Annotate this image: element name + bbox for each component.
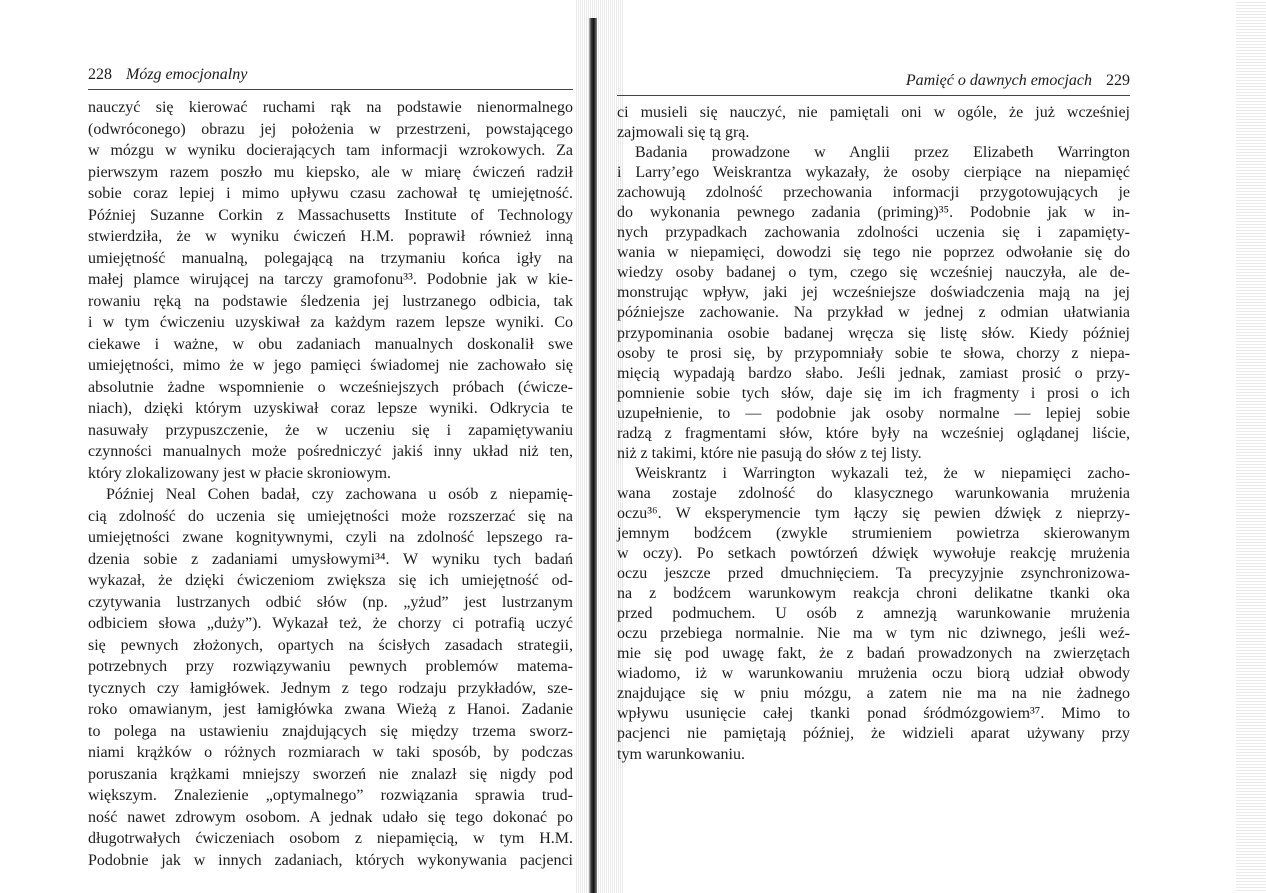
text-line: czytywania lustrzanych odbić słów (np. „yżud” jest lustrzanym (88, 593, 573, 611)
text-line: wpływu usunięcie całej tkanki ponad śródmózgowiem³⁷. Mimo to (617, 705, 1130, 723)
page-number: 228 (88, 66, 112, 83)
page-edge-shadow (1236, 0, 1266, 893)
text-line: do wykonania pewnego zadania (priming)³⁵. Podobnie jak w in- (617, 204, 1130, 222)
text-line: wana zostaje zdolność do klasycznego warunkowania mrużenia (617, 484, 1130, 502)
text-line: i Larry’ego Weiskrantza wykazały, że osoby cierpiące na niepamięć (617, 164, 1130, 182)
text-line: tycznych czy łamigłówek. Jednym z tego rodzaju przykładów, sze- (88, 679, 573, 697)
text-line: małej plamce wirującej na tarczy gramofonu³³. Podobnie jak w kie- (88, 271, 573, 288)
text-line: przypominania osobie badanej wręcza się listę słów. Kiedy później (617, 324, 1130, 342)
text-line: umiejętności zwane kognitywnymi, czyli na zdolność lepszego ra- (88, 529, 573, 546)
text-line: ci musieli się nauczyć, nie pamiętali oni w ogóle, że już wcześniej (617, 104, 1130, 121)
text-line: na z bodźcem warunkowym reakcja chroni delikatne tkanki oka (617, 585, 1130, 603)
text-line: wania w niepamięci, dowodzi się tego nie poprzez odwołanie się do (617, 244, 1130, 262)
text-line: pierwszym razem poszło mu kiepsko, ale w miarę ćwiczeń radził (88, 163, 573, 181)
text-line: uzupełnienie, to — podobnie jak osoby normalne — lepiej sobie (617, 404, 1130, 422)
text-line: umiejętność manualną, polegającą na trzymaniu końca igły na (88, 249, 573, 267)
text-line: potrzebnych przy rozwiązywaniu pewnych problemów matema- (88, 658, 573, 675)
text-line: oczu³⁶. W eksperymencie tym łączy się pewien dźwięk z nieprzy- (617, 504, 1130, 522)
text-line: stwierdziła, że w wyniku ćwiczeń H.M. poprawił również inną (88, 228, 573, 245)
page-number: 229 (1106, 72, 1130, 89)
text-line: długotrwałych ćwiczeniach osobom z niepamięcią, w tym H.M. (88, 830, 573, 847)
text-line: Podobnie jak w innych zadaniach, których wykonywania pacjenci (88, 851, 573, 869)
text-line: nasuwały przypuszczenie, że w uczeniu się i zapamiętywaniu (88, 421, 573, 439)
text-line: większym. Znalezienie „optymalnego” rozwiązania sprawia trud- (88, 787, 573, 804)
text-line: nauczyć się kierować ruchami rąk na podstawie nienormalnego (88, 99, 573, 116)
text-line: niach), dzięki którym uzyskiwał coraz lepsze wyniki. Odkrycia te (88, 400, 573, 417)
text-line: mie się pod uwagę fakt, że z badań prowadzonych na zwierzętach (617, 645, 1130, 663)
right-page-header (617, 72, 1130, 96)
text-line: poruszania krążkami mniejszy sworzeń nie znalazł się nigdy pod (88, 765, 573, 783)
text-line: sobie coraz lepiej i mimo upływu czasu zachował tę umiejętność. (88, 185, 573, 202)
text-line: Później Suzanne Corkin z Massachusetts Institute of Technology (88, 206, 573, 224)
text-line: się pewnych złożonych, opartych na ścisłych zasadach strategii, (88, 636, 573, 654)
book-spine (589, 18, 597, 893)
text-line: zachowują zdolność przechowania informacji przygotowujących je (617, 184, 1130, 202)
paragraph (88, 97, 573, 484)
text-line: w oczy). Po setkach powtórzeń dźwięk wywołuje reakcję mrużenia (617, 545, 1130, 563)
text-line: to polega na ustawieniu znajdujących się między trzema sworz- (88, 722, 573, 740)
text-line: niami krążków o różnych rozmiarach w taki sposób, by podczas (88, 744, 573, 761)
text-line: Badania prowadzone w Anglii przez Elizabeth Warrington (635, 144, 1130, 162)
text-line: odbiciem słowa „duży”). Wykazał też, że chorzy ci potrafią uczyć (88, 615, 573, 632)
text-line: w mózgu w wyniku docierających tam informacji wzrokowych. Za (88, 142, 573, 159)
paragraph (617, 143, 1130, 464)
text-line: przed podmuchem. U osób z amnezją warunkowanie mrużenia (617, 605, 1130, 623)
running-head: Mózg emocjonalny (126, 66, 248, 83)
text-line: zajmowali się tą grą. (617, 124, 750, 142)
left-page-header (88, 66, 573, 90)
text-line: czynności manualnych może pośredniczyć jakiś inny układ niż ten, (88, 443, 573, 460)
text-line: oczu jeszcze przed dmuchnięciem. Ta precyzyjnie zsynchronizowa- (617, 565, 1130, 583)
text-line: tym warunkowaniu. (617, 745, 745, 763)
text-line: i w tym ćwiczeniu uzyskiwał za każdym razem lepsze wyniki. Co (88, 314, 573, 331)
text-line: jemnym bodźcem (zwykle strumieniem powietrza skierowanym (617, 524, 1130, 542)
text-line: cią zdolność do uczenia się umiejętności może rozszerzać się na (88, 507, 573, 525)
text-line: mięcią wypadają bardzo słabo. Jeśli jednak, zamiast prosić o przy- (617, 364, 1130, 382)
text-line: (odwróconego) obrazu jej położenia w przestrzeni, powstającego (88, 120, 573, 138)
text-line: ciekawe i ważne, w obu zadaniach manualnych doskonalił swe (88, 335, 573, 353)
text-line: monstrując wpływ, jaki jej wcześniejsze doświadczenia mają na jej (617, 284, 1130, 302)
text-line: który zlokalizowany jest w płacie skroniowym. (88, 464, 392, 482)
left-page-body (88, 97, 573, 871)
paragraph (617, 464, 1130, 765)
paragraph (617, 103, 1130, 143)
text-line: wiadomo, iż w warunkowaniu mrużenia oczu biorą udział obwody (617, 665, 1130, 683)
running-head: Pamięć o dawnych emocjach (905, 72, 1092, 89)
text-line: późniejsze zachowanie. Na przykład w jednej z odmian ułatwiania (617, 304, 1130, 322)
right-page-body (617, 103, 1130, 765)
text-line: pacjenci nie pamiętają później, że widzieli aparat używany przy (617, 725, 1130, 743)
paragraph (88, 484, 573, 871)
text-line: znajdujące się w pniu mózgu, a zatem nie ma na nie żadnego (617, 685, 1130, 703)
text-line: roko omawianym, jest łamigłówka zwana Wieżą z Hanoi. Zadanie (88, 701, 573, 718)
text-line: oczu przebiega normalnie. Nie ma w tym nic dziwnego, jeśli weź- (617, 625, 1130, 643)
text-line: Weiskrantz i Warrington wykazali też, że w niepamięci zacho- (635, 464, 1130, 482)
text-line: umiejętności, mimo że w jego pamięci świadomej nie zachowało się (88, 357, 573, 374)
text-line: radzą z fragmentami słów, które były na wcześniej oglądanej liście, (617, 424, 1130, 442)
text-line: Później Neal Cohen badał, czy zachowana u osób z niepamię- (106, 486, 573, 503)
text-line: dzenia sobie z zadaniami umysłowymi³⁴. W wyniku tych badań (88, 550, 573, 568)
text-line: ność nawet zdrowym osobom. A jednak udało się tego dokonać po (88, 808, 573, 826)
text-line: nych przypadkach zachowania zdolności uczenia się i zapamięty- (617, 224, 1130, 242)
text-line: osoby te prosi się, by przypomniały sobie te słowa, chorzy z niepa- (617, 344, 1130, 362)
text-line: rowaniu ręką na podstawie śledzenia jej lustrzanego odbicia, tak (88, 292, 573, 310)
text-line: wiedzy osoby badanej o tym, czego się wcześniej nauczyła, ale de- (617, 264, 1130, 282)
book-gutter-shadow (575, 0, 623, 893)
text-line: wykazał, że dzięki ćwiczeniom zwiększa się ich umiejętność od- (88, 572, 573, 589)
text-line: niż z takimi, które nie pasują do słów z tej listy. (617, 444, 922, 462)
text-line: pomnienie sobie tych słów, daje się im ich fragmenty i prosi o ich (617, 384, 1130, 402)
text-line: absolutnie żadne wspomnienie o wcześniejszych próbach (ćwicze- (88, 378, 573, 396)
